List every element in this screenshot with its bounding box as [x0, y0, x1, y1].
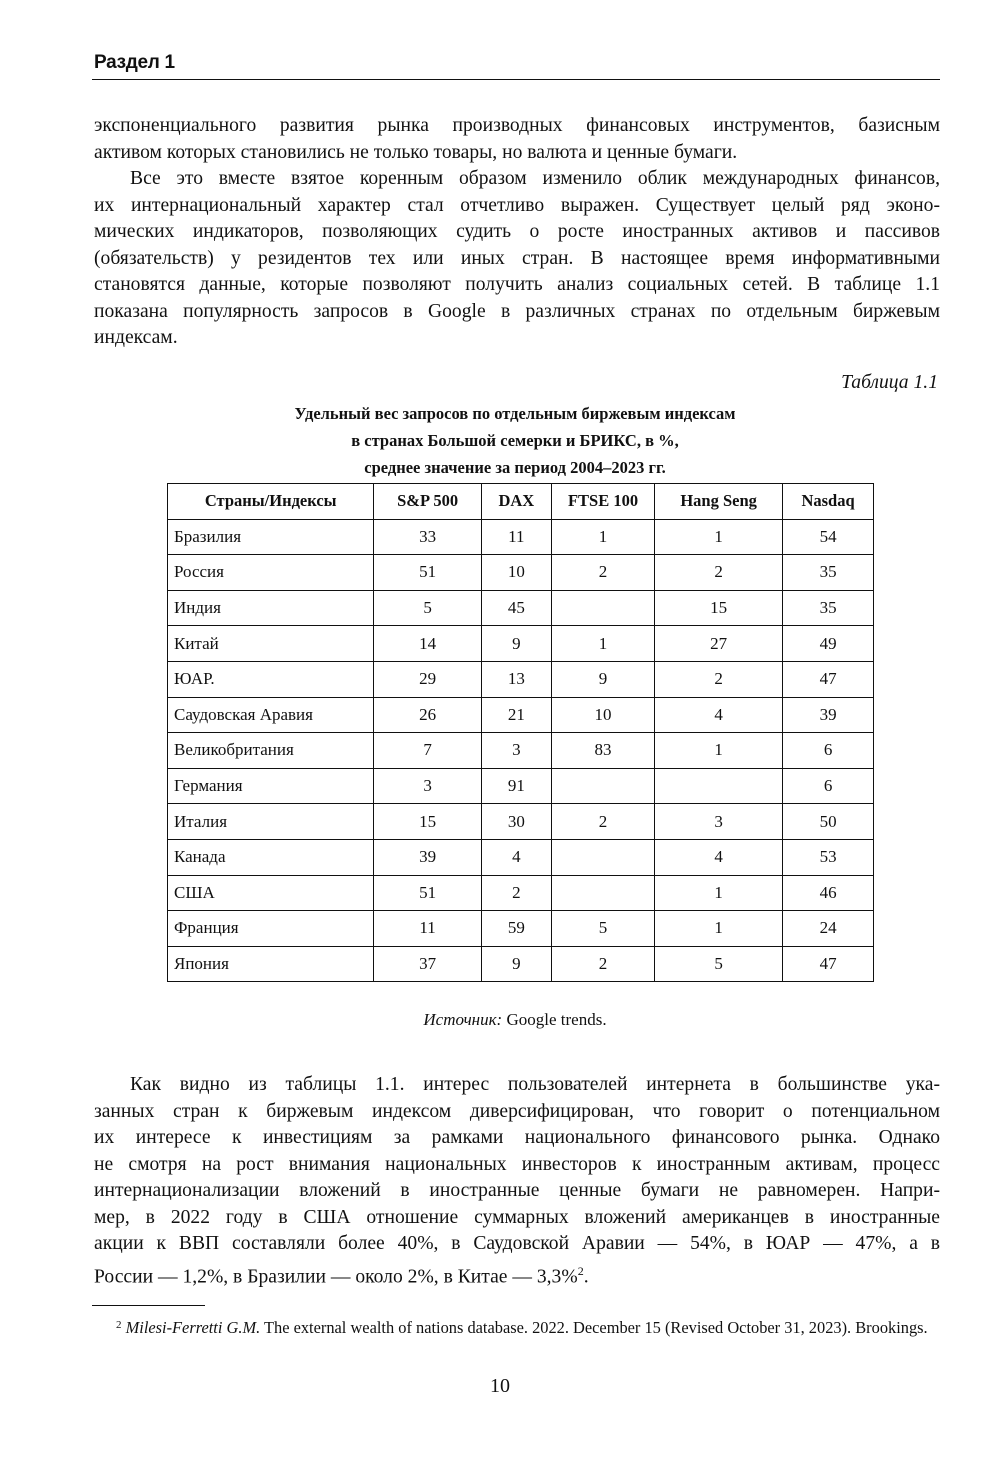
value-cell: 39 [783, 697, 874, 733]
value-cell: 51 [374, 555, 481, 591]
table-row [168, 911, 874, 947]
paragraph-1 [94, 113, 940, 166]
value-cell: 35 [783, 555, 874, 591]
country-cell: США [168, 875, 374, 911]
value-cell: 4 [655, 839, 783, 875]
text-line: показана популярность запросов в Google в различных странах по отдельным биржевым [94, 300, 940, 322]
value-cell: 11 [481, 519, 551, 555]
value-cell: 2 [655, 661, 783, 697]
column-header: S&P 500 [374, 484, 481, 520]
text-line: мер, в 2022 году в США отношение суммарных вложений американцев в иностранные [94, 1206, 940, 1228]
text-line: экспоненциального развития рынка производных финансовых инструментов, базисным [94, 115, 940, 136]
text-line: Все это вместе взятое коренным образом изменило облик международных финансов, [130, 168, 940, 189]
value-cell: 27 [655, 626, 783, 662]
value-cell: 1 [655, 911, 783, 947]
paragraph-2 [94, 166, 940, 352]
value-cell: 37 [374, 946, 481, 982]
column-header: DAX [481, 484, 551, 520]
table-row [168, 519, 874, 555]
table-row [168, 697, 874, 733]
column-header: Nasdaq [783, 484, 874, 520]
value-cell: 49 [783, 626, 874, 662]
value-cell: 3 [374, 768, 481, 804]
value-cell [551, 875, 654, 911]
text-line: становятся данные, которые позволяют получить анализ социальных сетей. В таблице 1.1 [94, 274, 940, 295]
table-row [168, 946, 874, 982]
table-body [168, 519, 874, 982]
sentence-end: . [583, 1266, 589, 1288]
value-cell: 5 [655, 946, 783, 982]
data-table [167, 483, 874, 982]
value-cell: 10 [481, 555, 551, 591]
value-cell: 29 [374, 661, 481, 697]
footnote-text: The external wealth of nations database. 2022. December 15 (Revised October 31, 2023). Brookings. [260, 1318, 928, 1337]
table-title-line: в странах Большой семерки и БРИКС, в %, [351, 431, 679, 450]
value-cell: 30 [481, 804, 551, 840]
country-cell: Индия [168, 590, 374, 626]
source-label: Источник: [423, 1010, 503, 1029]
value-cell: 2 [551, 946, 654, 982]
text-line [94, 1258, 940, 1291]
value-cell: 9 [551, 661, 654, 697]
value-cell: 2 [481, 875, 551, 911]
value-cell: 5 [374, 590, 481, 626]
value-cell: 6 [783, 733, 874, 769]
text-line: акции к ВВП составляли более 40%, в Саудовской Аравии — 54%, в ЮАР — 47%, а в [94, 1233, 940, 1254]
value-cell: 26 [374, 697, 481, 733]
value-cell: 11 [374, 911, 481, 947]
header-rule [92, 79, 940, 80]
table-title-line: среднее значение за период 2004–2023 гг. [364, 458, 666, 477]
text-line: Как видно из таблицы 1.1. интерес пользователей интернета в большинстве ука- [130, 1074, 940, 1095]
footnote-rule [92, 1305, 205, 1306]
value-cell: 59 [481, 911, 551, 947]
value-cell: 1 [655, 519, 783, 555]
table-row [168, 590, 874, 626]
value-cell: 13 [481, 661, 551, 697]
table-title [160, 400, 870, 481]
column-header: Hang Seng [655, 484, 783, 520]
table-header-row [168, 484, 874, 520]
value-cell: 6 [783, 768, 874, 804]
value-cell: 47 [783, 661, 874, 697]
value-cell [551, 590, 654, 626]
country-cell: Италия [168, 804, 374, 840]
country-cell: Германия [168, 768, 374, 804]
table-row [168, 733, 874, 769]
value-cell: 50 [783, 804, 874, 840]
value-cell: 2 [551, 804, 654, 840]
value-cell: 2 [551, 555, 654, 591]
text-line: не смотря на рост внимания национальных инвесторов к иностранным активам, процесс [94, 1153, 940, 1175]
country-cell: Франция [168, 911, 374, 947]
value-cell: 4 [655, 697, 783, 733]
value-cell: 35 [783, 590, 874, 626]
table-row [168, 839, 874, 875]
value-cell: 1 [655, 733, 783, 769]
value-cell: 10 [551, 697, 654, 733]
value-cell: 46 [783, 875, 874, 911]
table-row [168, 661, 874, 697]
table-row [168, 875, 874, 911]
value-cell: 91 [481, 768, 551, 804]
country-cell: Канада [168, 839, 374, 875]
text-line: мических индикаторов, позволяющих судить о росте иностранных активов и пассивов [94, 221, 940, 242]
text-line: индексам. [94, 327, 178, 348]
section-header: Раздел 1 [94, 52, 175, 73]
country-cell: Саудовская Аравия [168, 697, 374, 733]
table-row [168, 768, 874, 804]
paragraph-3 [94, 1072, 940, 1291]
table-title-line: Удельный вес запросов по отдельным биржевым индексам [294, 404, 736, 423]
table-row [168, 626, 874, 662]
value-cell: 47 [783, 946, 874, 982]
value-cell: 9 [481, 626, 551, 662]
value-cell: 21 [481, 697, 551, 733]
text-line: их интернациональный характер стал отчетливо выражен. Существует целый ряд эконо- [94, 194, 940, 216]
value-cell: 3 [655, 804, 783, 840]
value-cell: 9 [481, 946, 551, 982]
footnote-number: 2 [116, 1319, 122, 1331]
country-cell: Великобритания [168, 733, 374, 769]
text-line: (обязательств) у резидентов тех или иных стран. В настоящее время информативными [94, 247, 940, 269]
footnote [94, 1314, 940, 1339]
value-cell: 39 [374, 839, 481, 875]
value-cell: 83 [551, 733, 654, 769]
value-cell [655, 768, 783, 804]
table-row [168, 804, 874, 840]
value-cell: 2 [655, 555, 783, 591]
value-cell: 1 [551, 519, 654, 555]
value-cell: 7 [374, 733, 481, 769]
footnote-author: Milesi-Ferretti G.M. [125, 1318, 261, 1337]
value-cell: 5 [551, 911, 654, 947]
value-cell: 4 [481, 839, 551, 875]
country-cell: Бразилия [168, 519, 374, 555]
value-cell [551, 839, 654, 875]
value-cell: 15 [655, 590, 783, 626]
source-text: Google trends. [502, 1010, 607, 1029]
value-cell: 3 [481, 733, 551, 769]
table-source [160, 1010, 870, 1030]
country-cell: ЮАР. [168, 661, 374, 697]
text-line: их интересе к инвестициям за рамками национального финансового рынка. Однако [94, 1127, 940, 1148]
value-cell: 1 [551, 626, 654, 662]
value-cell: 51 [374, 875, 481, 911]
value-cell: 45 [481, 590, 551, 626]
value-cell: 33 [374, 519, 481, 555]
column-header: FTSE 100 [551, 484, 654, 520]
footnote-reference[interactable]: 2 [577, 1263, 584, 1278]
value-cell: 53 [783, 839, 874, 875]
table-label: Таблица 1.1 [841, 372, 938, 393]
column-header: Страны/Индексы [168, 484, 374, 520]
text-line: активом которых становились не только товары, но валюта и ценные бумаги. [94, 141, 738, 163]
text-line: занных стран к биржевым индексом диверсифицирован, что говорит о потенциальном [94, 1100, 940, 1122]
value-cell: 24 [783, 911, 874, 947]
text-line-content: России — 1,2%, в Бразилии — около 2%, в Китае — 3,3% [94, 1266, 578, 1288]
country-cell: Япония [168, 946, 374, 982]
table-row [168, 555, 874, 591]
value-cell: 15 [374, 804, 481, 840]
value-cell: 14 [374, 626, 481, 662]
text-line: интернационализации вложений в иностранные ценные бумаги не равномерен. Напри- [94, 1180, 940, 1201]
value-cell: 1 [655, 875, 783, 911]
country-cell: Россия [168, 555, 374, 591]
page-number: 10 [490, 1375, 510, 1397]
value-cell: 54 [783, 519, 874, 555]
value-cell [551, 768, 654, 804]
country-cell: Китай [168, 626, 374, 662]
